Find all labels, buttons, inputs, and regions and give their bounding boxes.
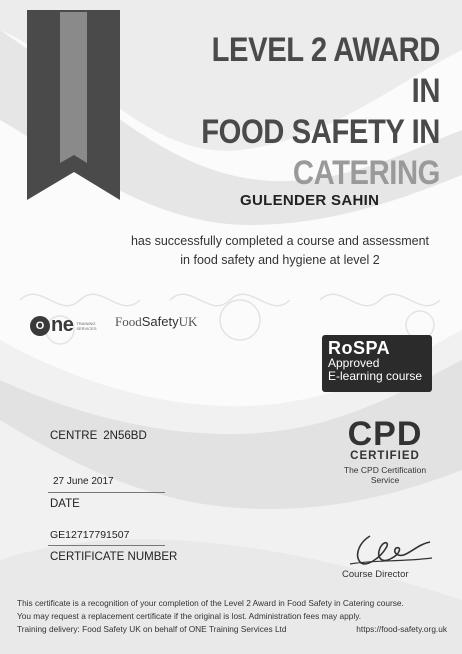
rospa-name: RoSPA: [328, 338, 391, 358]
one-logo-circle: O: [30, 316, 50, 336]
logo-uk: UK: [178, 314, 198, 329]
title-line-1: LEVEL 2 AWARD IN: [211, 31, 440, 110]
centre-label: CENTRE: [50, 430, 98, 442]
signature-icon: [340, 528, 440, 570]
recipient-name: GULENDER SAHIN: [240, 192, 380, 209]
rospa-course: E-learning course: [328, 369, 423, 383]
date-value: 27 June 2017: [53, 476, 114, 487]
footer-delivery: Training delivery: Food Safety UK on behalf of ONE Training Services Ltd: [17, 624, 287, 634]
logo-food: Food: [115, 314, 142, 329]
one-logo-word: ne: [51, 314, 74, 336]
logo-safety: Safety: [141, 314, 179, 329]
certificate-number-value: GE12717791507: [50, 529, 130, 541]
cpd-certified: CERTIFIED: [350, 450, 420, 462]
certificate-footer: [17, 597, 447, 636]
one-training-logo: [30, 314, 102, 337]
cpd-certified-logo: [335, 415, 435, 485]
signatory-role: Course Director: [342, 569, 409, 580]
centre-field: [50, 430, 147, 442]
date-label: DATE: [50, 498, 80, 510]
course-title: [191, 30, 440, 194]
title-line-2: FOOD SAFETY IN: [201, 113, 440, 151]
cpd-service-2: Service: [370, 475, 400, 485]
date-underline: [48, 492, 165, 493]
footer-line-2: You may request a replacement certificate if the original is lost. Administration fees may apply.: [17, 611, 362, 621]
rospa-approved: Approved: [328, 356, 380, 370]
footer-website-link[interactable]: https://food-safety.org.uk: [356, 624, 447, 634]
completion-statement: [100, 232, 460, 270]
statement-line-2: in food safety and hygiene at level 2: [180, 253, 380, 267]
one-logo-sub: TRAINING SERVICES: [76, 320, 97, 331]
food-safety-uk-logo: [115, 314, 197, 330]
cpd-service-1: The CPD Certification: [343, 465, 427, 475]
footer-line-1: This certificate is a recognition of your completion of the Level 2 Award in Food Safety in Catering course.: [17, 598, 404, 608]
statement-line-1: has successfully completed a course and assessment: [130, 234, 430, 248]
certificate-number-underline: [48, 545, 165, 546]
centre-code: 2N56BD: [103, 430, 147, 442]
footer-line-3: [17, 623, 447, 636]
cpd-mark: CPD: [347, 415, 423, 453]
rospa-badge: [322, 335, 432, 392]
title-line-3: CATERING: [292, 154, 440, 192]
certificate-number-label: CERTIFICATE NUMBER: [50, 551, 178, 563]
